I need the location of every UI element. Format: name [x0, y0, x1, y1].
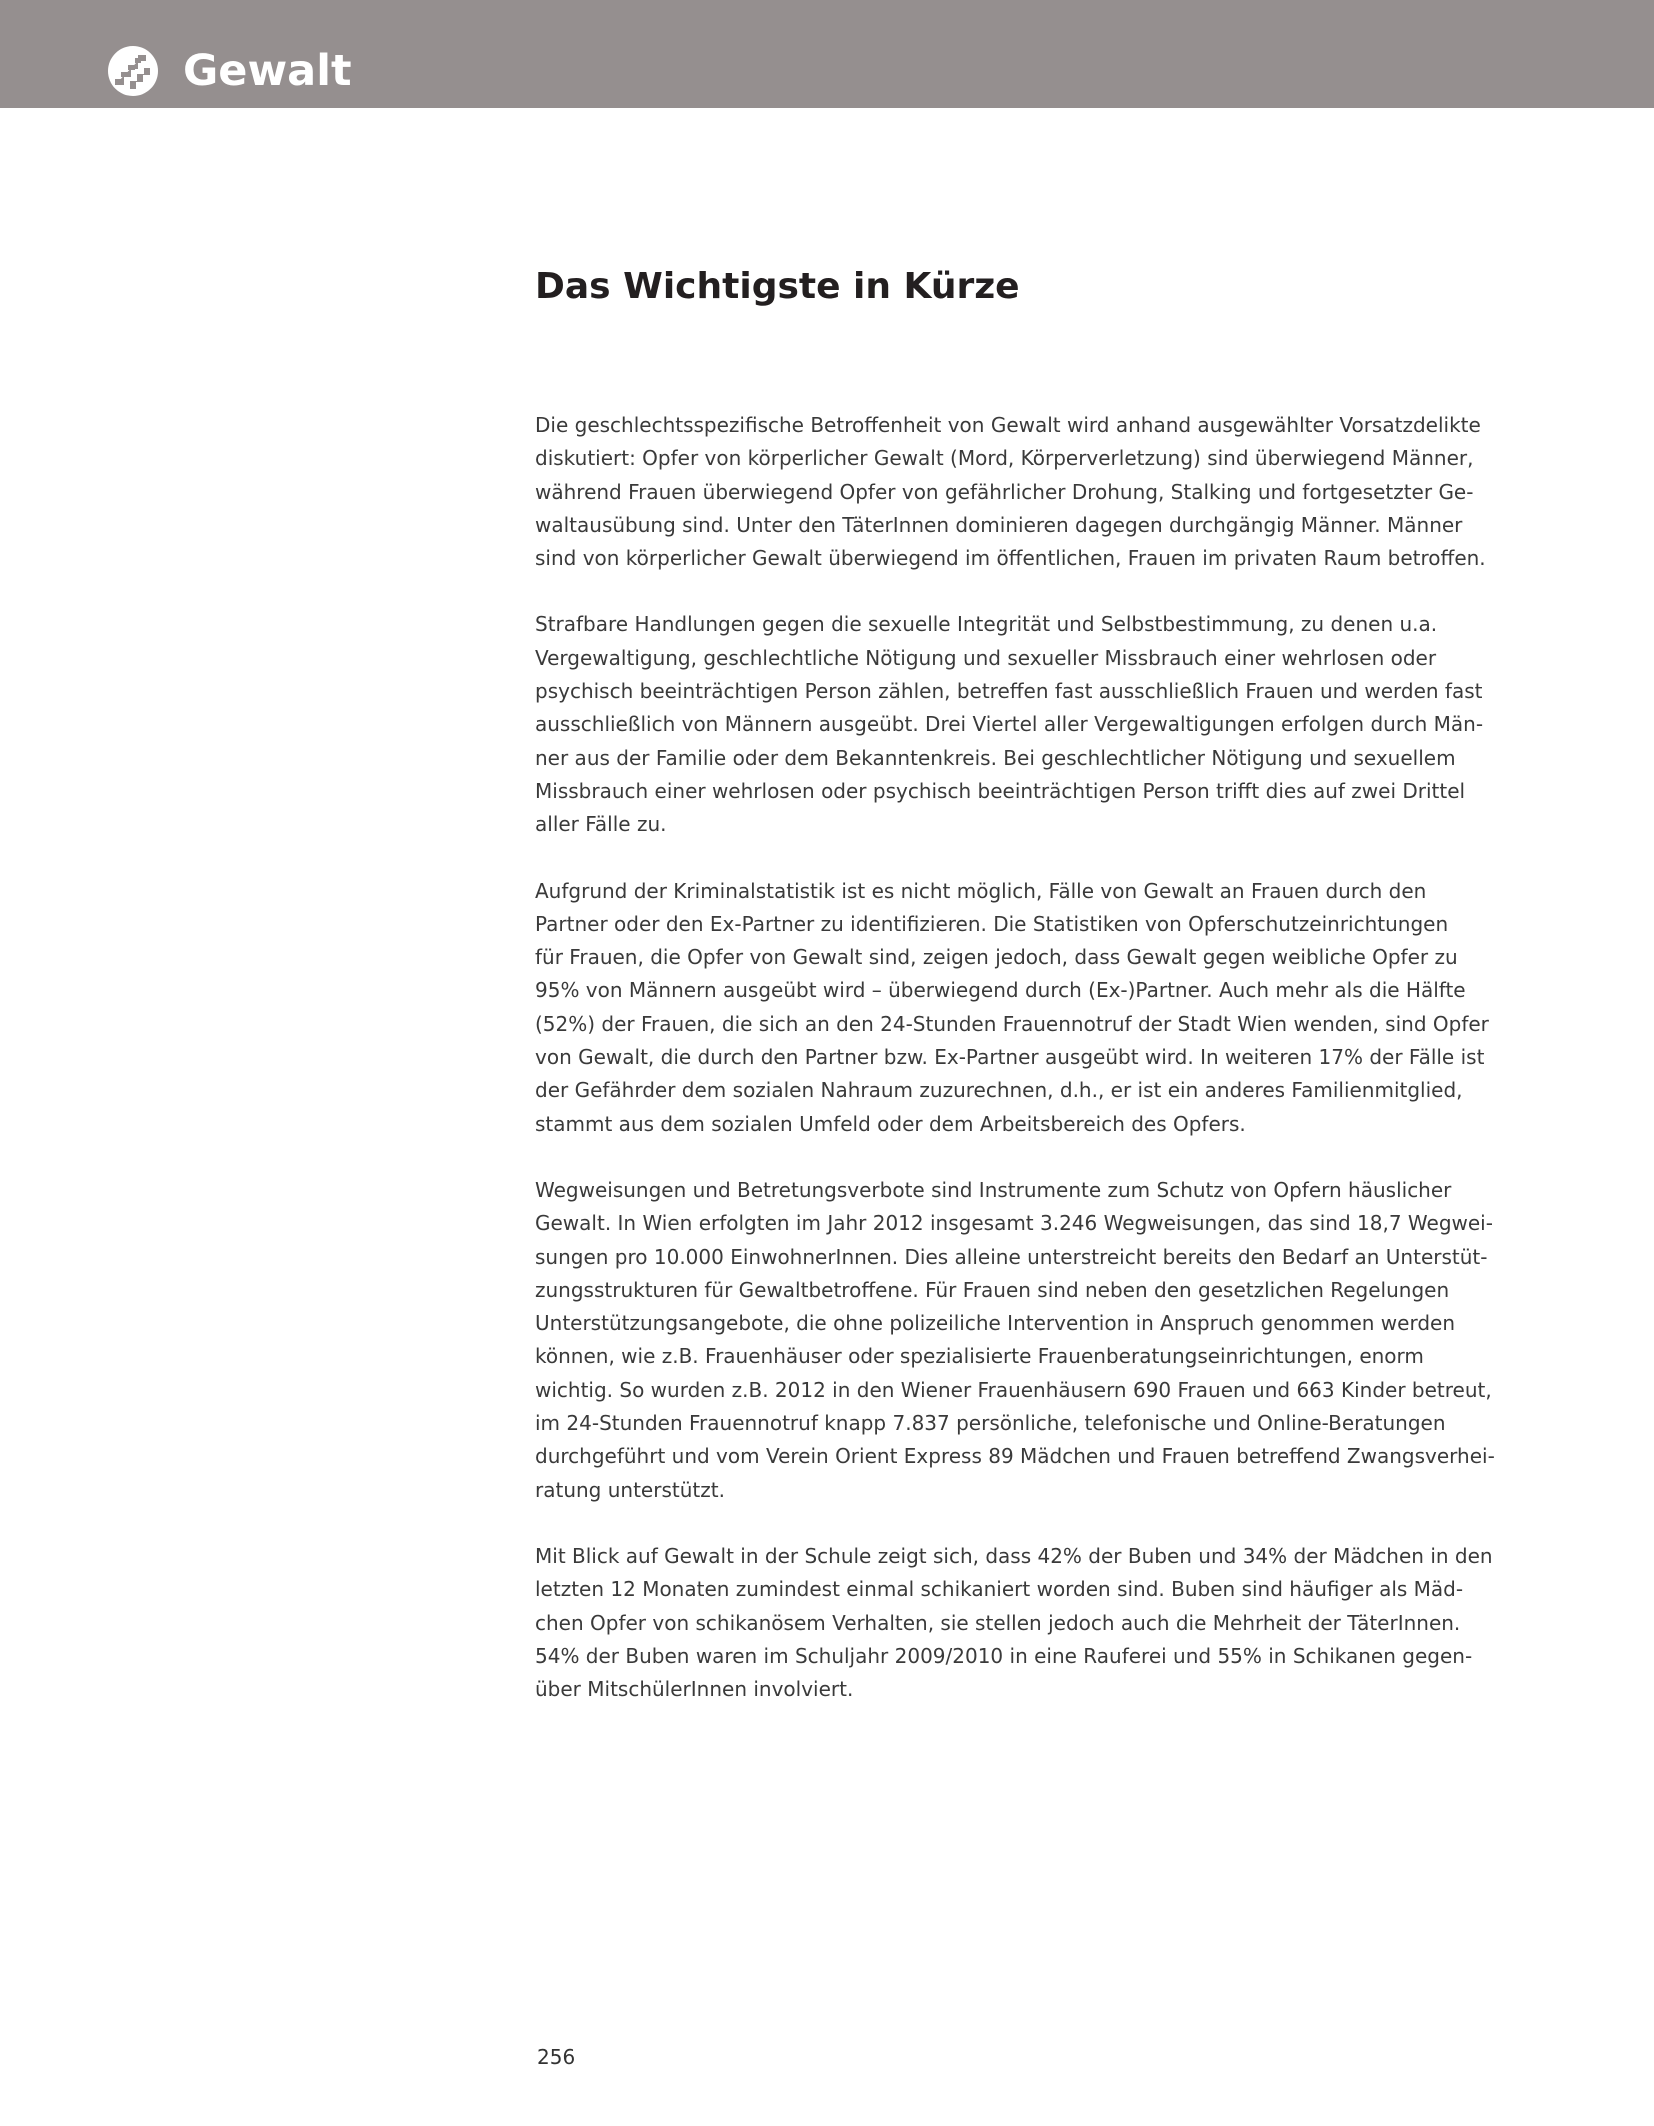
paragraph-line: aller Fälle zu.	[535, 812, 667, 837]
paragraph-line: zungsstrukturen für Gewaltbetroffene. Für Frauen sind neben den gesetzlichen Regelungen	[535, 1277, 1450, 1302]
paragraph-line: ratung unterstützt.	[535, 1477, 725, 1502]
paragraph-line: 95% von Männern ausgeübt wird – überwiegend durch (Ex-)Partner. Auch mehr als die Hälfte	[535, 978, 1466, 1003]
chapter-title: Gewalt	[183, 46, 352, 96]
paragraph	[535, 608, 1484, 841]
paragraph-line: ner aus der Familie oder dem Bekanntenkreis. Bei geschlechtlicher Nötigung und sexuellem	[535, 745, 1456, 770]
paragraph-line: Aufgrund der Kriminalstatistik ist es nicht möglich, Fälle von Gewalt an Frauen durch den	[535, 878, 1427, 903]
paragraph-line: chen Opfer von schikanösem Verhalten, sie stellen jedoch auch die Mehrheit der TäterInnen.	[535, 1610, 1461, 1635]
paragraph-line: von Gewalt, die durch den Partner bzw. Ex-Partner ausgeübt wird. In weiteren 17% der Fälle ist	[535, 1045, 1485, 1070]
paragraph-line: Gewalt. In Wien erfolgten im Jahr 2012 insgesamt 3.246 Wegweisungen, das sind 18,7 Wegwei-	[535, 1211, 1493, 1236]
paragraph-line: Unterstützungsangebote, die ohne polizeiliche Intervention in Anspruch genommen werden	[535, 1311, 1456, 1336]
body-text	[535, 409, 1495, 1739]
paragraph-line: Wegweisungen und Betretungsverbote sind Instrumente zum Schutz von Opfern häuslicher	[535, 1177, 1452, 1202]
paragraph-line: für Frauen, die Opfer von Gewalt sind, zeigen jedoch, dass Gewalt gegen weibliche Opfer zu	[535, 945, 1458, 970]
paragraph-line: durchgeführt und vom Verein Orient Express 89 Mädchen und Frauen betreffend Zwangsverhei-	[535, 1444, 1495, 1469]
paragraph-line: über MitschülerInnen involviert.	[535, 1677, 854, 1702]
paragraph-line: ausschließlich von Männern ausgeübt. Drei Viertel aller Vergewaltigungen erfolgen durch Män-	[535, 712, 1484, 737]
paragraph-line: letzten 12 Monaten zumindest einmal schikaniert worden sind. Buben sind häufiger als Mäd-	[535, 1577, 1464, 1602]
paragraph-line: sungen pro 10.000 EinwohnerInnen. Dies alleine unterstreicht bereits den Bedarf an Unterstüt-	[535, 1244, 1488, 1269]
paragraph-line: können, wie z.B. Frauenhäuser oder spezialisierte Frauenberatungseinrichtungen, enorm	[535, 1344, 1424, 1369]
stairs-circle-icon	[108, 46, 158, 96]
paragraph	[535, 875, 1489, 1141]
paragraph-line: diskutiert: Opfer von körperlicher Gewalt (Mord, Körperverletzung) sind überwiegend Männer,	[535, 446, 1474, 471]
paragraph-line: wichtig. So wurden z.B. 2012 in den Wiener Frauenhäusern 690 Frauen und 663 Kinder betreut,	[535, 1377, 1492, 1402]
paragraph-line: Die geschlechtsspezifische Betroffenheit von Gewalt wird anhand ausgewählter Vorsatzdelikte	[535, 413, 1481, 437]
paragraph-line: während Frauen überwiegend Opfer von gefährlicher Drohung, Stalking und fortgesetzter Ge-	[535, 479, 1474, 504]
page-number: 256	[537, 2045, 576, 2069]
paragraph-line: psychisch beeinträchtigen Person zählen, betreffen fast ausschließlich Frauen und werden fast	[535, 679, 1483, 704]
paragraph	[535, 1174, 1495, 1507]
paragraph-line: Mit Blick auf Gewalt in der Schule zeigt sich, dass 42% der Buben und 34% der Mädchen in den	[535, 1543, 1493, 1568]
paragraph-line: Partner oder den Ex-Partner zu identifizieren. Die Statistiken von Opferschutzeinrichtungen	[535, 911, 1449, 936]
paragraph-line: stammt aus dem sozialen Umfeld oder dem Arbeitsbereich des Opfers.	[535, 1111, 1246, 1136]
paragraph-line: Strafbare Handlungen gegen die sexuelle Integrität und Selbstbestimmung, zu denen u.a.	[535, 612, 1438, 637]
section-heading: Das Wichtigste in Kürze	[535, 266, 1020, 307]
paragraph-line: im 24-Stunden Frauennotruf knapp 7.837 persönliche, telefonische und Online-Beratungen	[535, 1411, 1446, 1436]
paragraph	[535, 409, 1486, 575]
paragraph	[535, 1540, 1493, 1706]
paragraph-line: Missbrauch einer wehrlosen oder psychisch beeinträchtigen Person trifft dies auf zwei Drittel	[535, 778, 1466, 803]
chapter-header-bar	[0, 0, 1654, 108]
paragraph-line: waltausübung sind. Unter den TäterInnen dominieren dagegen durchgängig Männer. Männer	[535, 512, 1463, 537]
paragraph-line: 54% der Buben waren im Schuljahr 2009/2010 in eine Rauferei und 55% in Schikanen gegen-	[535, 1643, 1473, 1668]
paragraph-line: sind von körperlicher Gewalt überwiegend im öffentlichen, Frauen im privaten Raum betroffen.	[535, 546, 1486, 571]
paragraph-line: Vergewaltigung, geschlechtliche Nötigung und sexueller Missbrauch einer wehrlosen oder	[535, 645, 1437, 670]
paragraph-line: der Gefährder dem sozialen Nahraum zuzurechnen, d.h., er ist ein anderes Familienmitglied,	[535, 1078, 1463, 1103]
paragraph-line: (52%) der Frauen, die sich an den 24-Stunden Frauennotruf der Stadt Wien wenden, sind Opfer	[535, 1011, 1489, 1036]
